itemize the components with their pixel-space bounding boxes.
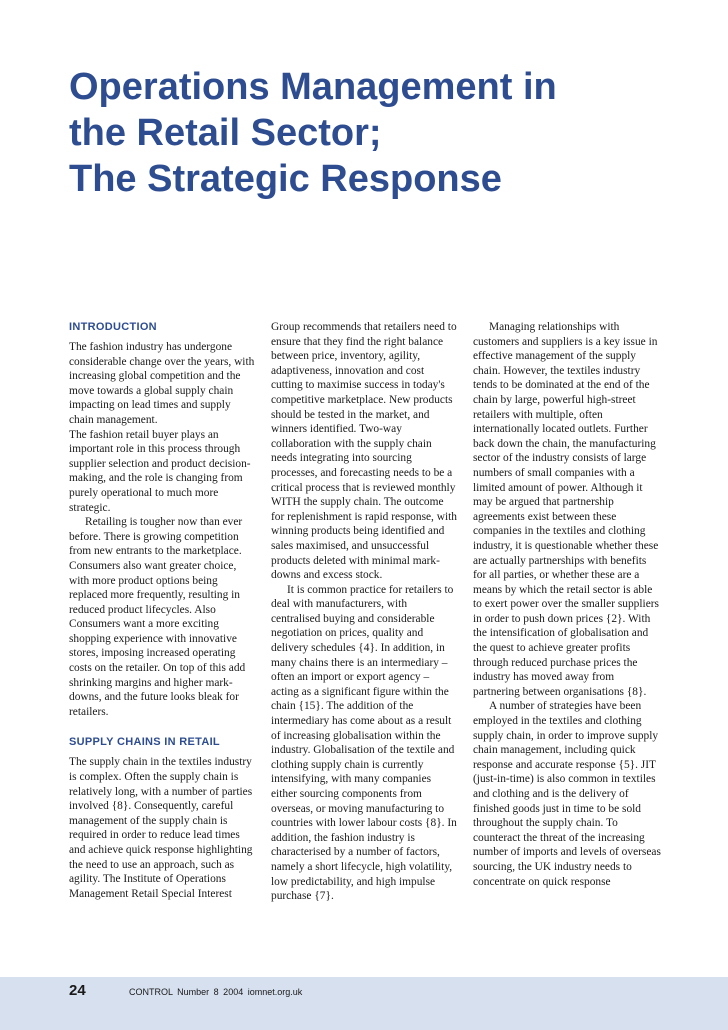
paragraph: The fashion retail buyer plays an important role in this process through supplier selection and product decision-making, and the role is changing from purely operational to much more strategic. [69,428,251,514]
column-2 [271,320,457,960]
column-1 [69,320,255,960]
section-heading-supply-chains: SUPPLY CHAINS IN RETAIL [69,736,220,749]
title-line-2: the Retail Sector; [69,112,382,154]
paragraph: The fashion industry has undergone considerable change over the years, with increasing global competition and the move towards a global supply chain impacting on lead times and supply chain management. [69,341,255,426]
paragraph: A number of strategies have been employed in the textiles and clothing supply chain, in order to improve supply chain management, including quick response and accurate response {5}. JIT (just-in-time) is also common in textiles and clothing and is the delivery of finished goods just in time to be sold throughout the supply chain. To counteract the threat of the increasing number of imports and levels of overseas sourcing, the UK industry needs to concentrate on quick response [473,700,661,888]
article-title [69,64,709,202]
section-heading-introduction: INTRODUCTION [69,321,157,333]
paragraph: Retailing is tougher now than ever before. There is growing competition from new entrants to the marketplace. Consumers also want greater choice, with more product options being replaced more frequently, resulting in reduced product lifecycles. Also Consumers want a more exciting shopping experience with innovative stores, imposing increased operating costs on the retailer. On top of this add shrinking margins and higher mark-downs, and the future looks bleak for retailers. [69,516,246,718]
column-3 [473,320,661,960]
page-number: 24 [69,982,86,999]
title-line-3: The Strategic Response [69,158,502,200]
paragraph: Managing relationships with customers and suppliers is a key issue in effective management of the supply chain. However, the textiles industry tends to be dominated at the end of the chain by large, powerful high-street retailers with multiple, often internationally located outlets. Further back down the chain, the manufacturing sector of the industry consists of large numbers of small companies with a limited amount of power. Although it may be argued that partnership agreements exist between these companies in the textiles and clothing industry, it is questionable whether these are actually partnerships with benefits for all parties, or whether these are a means by which the retail sector is able to exert power over the smaller suppliers in order to push down prices {2}. With the intensification of globalisation and the quest to achieve greater profits through reduced purchase prices the industry has moved away from partnering between organisations {8}. [473,321,659,698]
title-line-1: Operations Management in [69,66,557,108]
paragraph: The supply chain in the textiles industry is complex. Often the supply chain is relatively long, with a number of parties involved {8}. Consequently, careful management of the supply chain is required in order to reduce lead times and achieve quick response highlighting the need to use an approach, such as agility. The Institute of Operations Management Retail Special Interest [69,756,253,900]
footer-band [0,977,728,1030]
paragraph: Group recommends that retailers need to ensure that they find the right balance between price, inventory, agility, adaptiveness, innovation and cost cutting to maximise success in today's competitive marketplace. New products should be tested in the market, and winners identified. Two-way collaboration with the supply chain needs integrating into sourcing processes, and forecasting needs to be a critical process that is reviewed monthly WITH the supply chain. The outcome for replenishment is rapid response, with winning products being identified and sales maximised, and unsuccessful products deleted with minimal mark-downs and excess stock. [271,321,457,582]
paragraph: It is common practice for retailers to deal with manufacturers, with centralised buying and considerable negotiation on prices, quality and delivery schedules {4}. In addition, in many chains there is an intermediary – often an import or export agency – acting as a significant figure within the chain {15}. The addition of the intermediary has come about as a result of increasing globalisation within the industry. Globalisation of the textile and clothing supply chain is currently intensifying, with many companies either sourcing components from overseas, or moving manufacturing to countries with lower labour costs {8}. In addition, the fashion industry is characterised by a number of factors, namely a short lifecycle, high volatility, low predictability, and high impulse purchase {7}. [271,583,457,903]
footer-publication-info: CONTROL Number 8 2004 iomnet.org.uk [129,987,303,997]
